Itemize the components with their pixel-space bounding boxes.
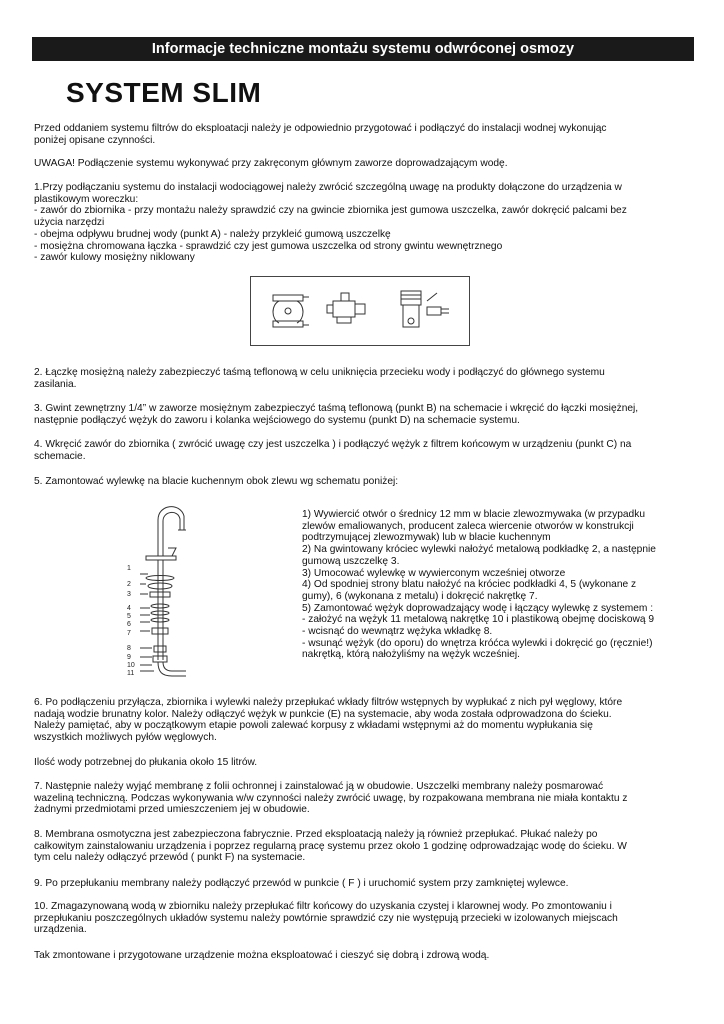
text-line: przepłukaniu poszczególnych układów systemu należy powtórnie sprawdzić czy nie występują przecieki w izolowanych miejscach: [34, 912, 618, 924]
text-line: 1.Przy podłączaniu systemu do instalacji wodociągowej należy zwrócić szczególną uwagę na produkty dołączone do urządzenia w: [34, 182, 622, 193]
part-number: 2: [127, 581, 131, 588]
step9-paragraph: [34, 878, 694, 890]
step7-paragraph: [34, 781, 694, 816]
text-line: gumy), 6 (wykonana z metalu) i dokręcić nakrętkę 7.: [302, 590, 538, 602]
text-line: wazeliną techniczną. Podczas wykonywania w/w czynności należy zwrócić uwagę, by rozpakowana membrana nie miała kontaktu z: [34, 792, 628, 804]
part-number: 9: [127, 654, 131, 661]
text-line: 5. Zamontować wylewkę na blacie kuchennym obok zlewu wg schematu poniżej:: [34, 476, 399, 487]
text-line: 3. Gwint zewnętrzny 1/4” w zaworze mosiężnym zabezpieczyć taśmą teflonową (punkt B) na schemacie i wkręcić do łączki mosiężnej,: [34, 403, 639, 414]
text-line: użycia narzędzi: [34, 217, 105, 229]
text-line: wszystkich możliwych pyłów węglowych.: [34, 732, 217, 744]
text-line: Należy pamiętać, aby w początkowym etapie powoli zalewać korpusy z wkładami wstępnymi aż do momentu wypłukania się: [34, 720, 593, 732]
text-line: 1) Wywiercić otwór o średnicy 12 mm w blacie zlewozmywaka (w przypadku: [302, 509, 645, 520]
text-line: Ilość wody potrzebnej do płukania około 15 litrów.: [34, 757, 258, 768]
text-line: - założyć na wężyk 11 metalową nakrętkę 10 i plastikową obejmę dociskową 9: [302, 614, 655, 626]
text-line: nakrętką, którą nałożyliśmy na wężyk wcześniej.: [302, 649, 520, 661]
step3-paragraph: [34, 403, 694, 426]
intro-paragraph: [34, 123, 694, 146]
header-banner: Informacje techniczne montażu systemu odwróconej osmozy: [32, 37, 694, 61]
step6-paragraph: [34, 697, 694, 744]
part-number: 4: [127, 605, 131, 612]
text-line: - wsunąć wężyk (do oporu) do wnętrza króćca wylewki i dokręcić go (ręcznie!): [302, 637, 653, 649]
text-line: zlewów emaliowanych, producent zaleca wiercenie otworów w konstrukcji: [302, 520, 634, 532]
text-line: całkowitym zainstalowaniu urządzenia i poprzez regularną pracę systemu przez około 1 godzinę odprowadzając wodę do ścieku. W: [34, 840, 627, 852]
text-line: gumową uszczelkę 3.: [302, 555, 400, 567]
part-number: 10: [127, 662, 135, 669]
text-line: - zawór do zbiornika - przy montażu należy sprawdzić czy na gwincie zbiornika jest gumowa uszczelka, zawór dokręcić palcami bez: [34, 205, 627, 217]
step8-paragraph: [34, 829, 694, 864]
part-number: 7: [127, 630, 131, 637]
text-line: UWAGA! Podłączenie systemu wykonywać przy zakręconym głównym zaworze doprowadzającym wodę.: [34, 158, 508, 169]
faucet-diagram: [110, 498, 300, 680]
part-number: 11: [127, 670, 135, 677]
text-line: Przed oddaniem systemu filtrów do eksploatacji należy je odpowiednio przygotować i podłączyć do instalacji wodnej wykonując: [34, 123, 607, 134]
text-line: Tak zmontowane i przygotowane urządzenie można eksploatować i cieszyć się dobrą i zdrową wodą.: [34, 950, 490, 961]
water-amount: [34, 757, 694, 769]
text-line: 3) Umocować wylewkę w wywierconym wcześniej otworze: [302, 567, 566, 579]
part-number: 6: [127, 621, 131, 628]
text-line: poniżej opisane czynności.: [34, 134, 156, 146]
fittings-illustration: [250, 276, 470, 346]
page-title: SYSTEM SLIM: [66, 77, 262, 108]
step2-paragraph: [34, 367, 694, 390]
text-line: 5) Zamontować wężyk doprowadzający wodę i łączący wylewkę z systemem :: [302, 602, 654, 614]
text-line: - wcisnąć do wewnątrz wężyka wkładkę 8.: [302, 626, 493, 638]
text-line: żadnymi przedmiotami przed umieszczeniem jej w obudowie.: [34, 804, 310, 816]
part-number: 3: [127, 591, 131, 598]
step10-paragraph: [34, 901, 694, 936]
text-line: - obejma odpływu brudnej wody (punkt A) - należy przykleić gumową uszczelkę: [34, 228, 391, 240]
text-line: nadają wodzie brunatny kolor. Należy odłączyć wężyk w punkcie (E) na systemacie, aby woda została odprowadzona do ścieku.: [34, 708, 612, 720]
text-line: 10. Zmagazynowaną wodą w zbiorniku należy przepłukać filtr końcowy do uzyskania czystej i klarownej wody. Po zmontowaniu i: [34, 901, 612, 912]
part-number: 8: [127, 645, 131, 652]
text-line: zasilania.: [34, 378, 77, 390]
part-number: 5: [127, 613, 131, 620]
text-line: następnie podłączyć wężyk do zaworu i kolanka wejściowego do systemu (punkt D) na schemacie systemu.: [34, 414, 520, 426]
text-line: 2. Łączkę mosiężną należy zabezpieczyć taśmą teflonową w celu uniknięcia przecieku wody i podłączyć do głównego systemu: [34, 367, 605, 378]
step5-paragraph: [34, 476, 694, 488]
text-line: 7. Następnie należy wyjąć membranę z folii ochronnej i zainstalować ją w obudowie. Uszczelki membrany należy posmarować: [34, 781, 604, 792]
text-line: podtrzymującej zlewozmywak) lub w blacie kuchennym: [302, 532, 551, 544]
text-line: 8. Membrana osmotyczna jest zabezpieczona fabrycznie. Przed eksploatacją należy ją również przepłukać. Płukać należy po: [34, 829, 598, 840]
text-line: - mosiężna chromowana łączka - sprawdzić czy jest gumowa uszczelka od strony gwintu wewnętrznego: [34, 240, 503, 252]
closing-paragraph: [34, 950, 694, 962]
faucet-steps: [302, 509, 694, 661]
text-line: 9. Po przepłukaniu membrany należy podłączyć przewód w punkcie ( F ) i uruchomić system przy zamkniętej wylewce.: [34, 878, 569, 889]
step4-paragraph: [34, 439, 694, 462]
text-line: 4) Od spodniej strony blatu nałożyć na króciec podkładki 4, 5 (wykonane z: [302, 579, 637, 591]
text-line: tym celu należy odłączyć przewód ( punkt F) na systemacie.: [34, 852, 306, 864]
text-line: schemacie.: [34, 450, 86, 462]
text-line: urządzenia.: [34, 924, 87, 936]
part-number: 1: [127, 565, 131, 572]
step1-paragraph: [34, 182, 694, 264]
text-line: plastikowym woreczku:: [34, 193, 139, 205]
warning-paragraph: [34, 158, 694, 170]
text-line: - zawór kulowy mosiężny niklowany: [34, 252, 195, 264]
text-line: 6. Po podłączeniu przyłącza, zbiornika i wylewki należy przepłukać wkłady filtrów wstępnych by wypłukać z nich pył węglowy, które: [34, 697, 623, 708]
text-line: 4. Wkręcić zawór do zbiornika ( zwrócić uwagę czy jest uszczelka ) i podłączyć wężyk z filtrem końcowym w urządzeniu (punkt C) na: [34, 439, 632, 450]
text-line: 2) Na gwintowany króciec wylewki nałożyć metalową podkładkę 2, a następnie: [302, 544, 656, 556]
